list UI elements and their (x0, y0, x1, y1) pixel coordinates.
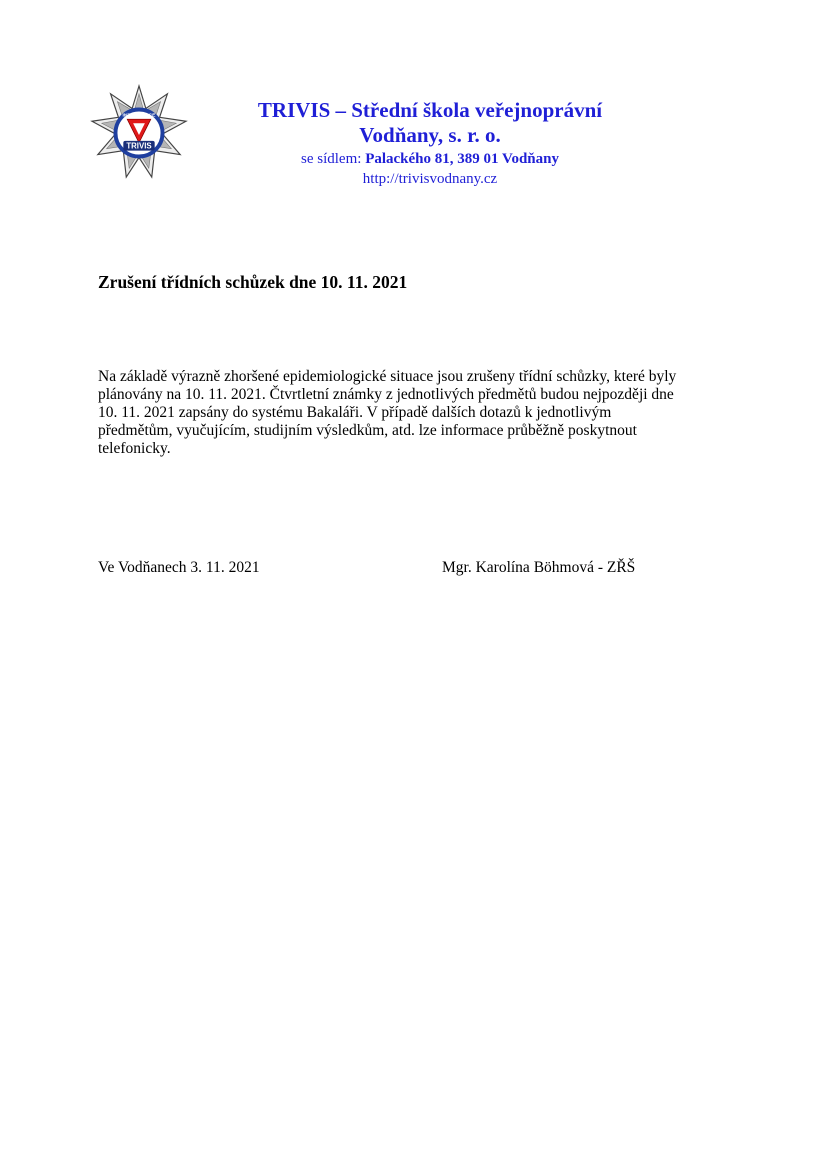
document-body (98, 368, 738, 458)
school-name-line1: TRIVIS – Střední škola veřejnoprávní (257, 98, 603, 122)
school-name-line2: Vodňany, s. r. o. (359, 123, 501, 147)
place-and-date: Ve Vodňanech 3. 11. 2021 (98, 559, 260, 576)
body-line: 10. 11. 2021 zapsány do systému Bakaláři. V případě dalších dotazů k jednotlivým (98, 404, 612, 421)
body-line: předmětům, vyučujícím, studijním výsledkům, atd. lze informace průběžně poskytnout (98, 422, 637, 439)
document-title: Zrušení třídních schůzek dne 10. 11. 2021 (98, 272, 408, 292)
trivis-logo (90, 84, 188, 182)
logo-ring-text: INTELIGENCE (122, 113, 156, 119)
logo-text: TRIVIS (126, 141, 152, 151)
body-line: Na základě výrazně zhoršené epidemiologické situace jsou zrušeny třídní schůzky, které byly (98, 368, 677, 385)
address-value: Palackého 81, 389 01 Vodňany (365, 151, 559, 167)
signature: Mgr. Karolína Böhmová - ZŘŠ (442, 559, 636, 576)
address-label: se sídlem: (301, 151, 366, 167)
body-line: telefonicky. (98, 440, 171, 457)
school-address (200, 150, 660, 168)
school-website: http://trivisvodnany.cz (362, 171, 498, 187)
body-line: plánovány na 10. 11. 2021. Čtvrtletní známky z jednotlivých předmětů budou nejpozději dne (98, 386, 674, 403)
